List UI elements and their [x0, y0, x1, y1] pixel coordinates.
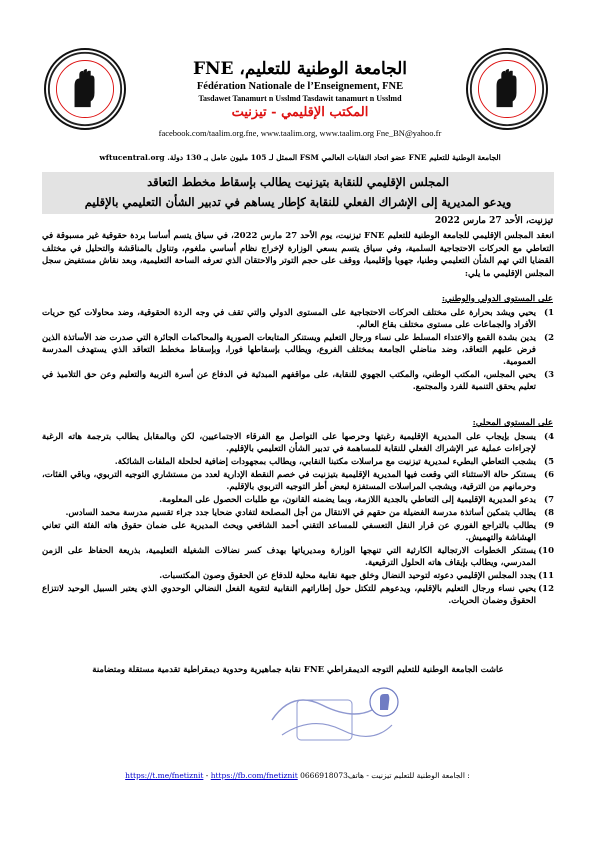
headline-line-1: المجلس الإقليمي للنقابة بتيزنيت يطالب بإسقاط مخطط التعاقد: [147, 175, 449, 189]
item-number: 7): [544, 495, 554, 505]
item-text: يحيي ويشد بحرارة على مختلف الحركات الاحتجاجية على المستوى الدولي والتي تقف في وجه الردة الحقوقية، وضد محاولات كبح حريات الأفراد والجماعات على مستوى مختلف بقاع العالم.: [42, 308, 536, 330]
list-item: [42, 570, 554, 582]
list-item: [42, 545, 554, 569]
list-item: [42, 520, 554, 544]
item-text: يستنكر حالة الاستثناء التي وقعت فيها المديرية الإقليمية بتيزنيت في خصم النقطة الإدارية لعدد من مستشاري التوجيه التربوي، وباقي الفئات، وحرمانهم من الترقية، ويشجب المراسلات المستفزة لبعض أطر التوجيه التربوي بالإقليم.: [42, 470, 536, 492]
item-text: يجدد المجلس الإقليمي دعوته لتوحيد النضال وخلق جبهة نقابية محلية للدفاع عن الحقوق وصون المكتسبات.: [159, 571, 536, 581]
item-text: يشجب التعاطي البطيء لمديرية تيزنيت مع مراسلات مكتبنا النقابي، ويطالب بمجهودات إضافية لحلحلة الملفات الشائكة.: [114, 457, 536, 467]
contact-line: facebook.com/taalim.org.fne, www.taalim.org, www.taalim.org Fne_BN@yahoo.fr: [158, 128, 442, 138]
section-national: على المستوى الدولي والوطني:: [441, 294, 553, 304]
headline-line-2: ويدعو المديرية إلى الإشراك الفعلي للنقابة كإطار يساهم في تدبير الشأن التعليمي بالإقليم: [84, 195, 512, 209]
item-text: يدعو المديرية الإقليمية إلى التعاطي بالجدية اللازمة، وبما يضمنه القانون، مع طلبات الحصول على المعلومة.: [159, 495, 536, 505]
item-text: يسجل بإيجاب على المديرية الإقليمية رغبتها وحرصها على التواصل مع الفرقاء الاجتماعيين، لكن وبالمقابل يطالب بترجمة هاته الرغبة لإجراءات عملية عبر الإشراك الفعلي للنقابة للمساهمة في تدبير الشأن التعليمي بالإقليم.: [42, 432, 536, 454]
fne-logo-right: [44, 48, 126, 130]
items-local-list: [42, 431, 554, 608]
item-number: 11): [538, 571, 554, 581]
raised-fist-icon: [468, 50, 546, 128]
official-stamp: [262, 680, 402, 752]
list-item: [42, 369, 554, 393]
facebook-link[interactable]: https://fb.com/fnetiznit: [210, 771, 298, 780]
document-date: تيزنيت، الأحد 27 مارس 2022: [434, 216, 553, 226]
item-text: يدين بشدة القمع والاعتداء المسلط على نساء ورجال التعليم ويستنكر المتابعات الصورية والمحاكمات الجائرة التي صدرت ضد الأساتذة الذين فرض عليهم التعاقد، وضد مناضلي الجامعة بمختلف الفروع، ويطالب بإسقاطها فورا، وبإسقاط مخطط التعاقد الذي يستهدف المدرسة العمومية.: [42, 333, 536, 367]
footer-phone: الجامعة الوطنية للتعليم تيزنيت - هاتف0666918073 :: [297, 771, 470, 780]
list-item: [42, 431, 554, 455]
item-text: يستنكر الخطوات الارتجالية الكارثية التي تنهجها الوزارة ومديرياتها بهدف كسر نضالات الشغيلة التعليمية، بذريعة الحفاظ على الزمن المدرسي، ويطالب بإيقاف هاته الحلول الترقيعية.: [42, 546, 536, 568]
list-item: [42, 307, 554, 331]
closing-slogan: عاشت الجامعة الوطنية للتعليم التوجه الديمقراطي FNE نقابة جماهيرية وحدوية ديمقراطية تقدمية مستقلة ومتضامنة: [92, 665, 504, 675]
list-item: [42, 494, 554, 506]
items-national-list: [42, 307, 554, 394]
item-number: 5): [544, 457, 554, 467]
item-number: 12): [538, 584, 554, 594]
section-local: على المستوى المحلي:: [472, 418, 553, 428]
list-item: [42, 507, 554, 519]
title-tamazight: Tasdawet Tanamurt n Usslmd Tasdawit tanamurt n Usslmd: [198, 94, 402, 103]
item-text: يحيي نساء ورجال التعليم بالإقليم، ويدعوهم للتكتل حول إطاراتهم النقابية لتقوية الفعل النضالي الوحدوي الذي يعتبر السبيل الوحيد لانتزاع الحقوق وضمان الحريات.: [42, 584, 536, 606]
intro-paragraph: انعقد المجلس الإقليمي للجامعة الوطنية للتعليم FNE تيزنيت، يوم الأحد 27 مارس 2022، في سياق يتسم أساسا بردة حقوقية غير مسبوقة في التعاطي مع الحركات الاحتجاجية السلمية، وفي سياق يتسم بسعي الوزارة لإخراج نظام أساسي ملغوم، وتناول بالمناقشة والتحليل في مختلف القضايا التي تهم الشأن التعليمي وطنيا، جهويا وإقليميا، ووقف على حجم التوتر والاحتقان الذي تعرفه الساحة التعليمية، وبعد نقاش مستفيض سجل المجلس الإقليمي ما يلي:: [42, 231, 554, 279]
telegram-link[interactable]: https://t.me/fnetiznit: [125, 771, 204, 780]
item-text: يطالب بتمكين أساتذة مدرسة الفضيلة من حقهم في الانتقال من أجل المصلحة لتفادي ضحايا جدد جراء تقسيم مدرسة محمد السادس.: [65, 508, 536, 518]
footer-dash: -: [203, 771, 211, 780]
list-item: [42, 583, 554, 607]
list-item: [42, 332, 554, 368]
item-number: 1): [544, 308, 554, 318]
item-text: يطالب بالتراجع الفوري عن قرار النقل التعسفي للمساعد التقني أحمد الشافعي ويحث المديرية على ضمان حقوق هاته الفئة التي تعاني الهشاشة والتهميش.: [42, 521, 536, 543]
item-number: 10): [538, 546, 554, 556]
item-number: 6): [544, 470, 554, 480]
footer: [40, 771, 555, 780]
item-number: 9): [544, 521, 554, 531]
list-item: [42, 469, 554, 493]
raised-fist-icon: [46, 50, 124, 128]
office-label: المكتب الإقليمي - تيزنيت: [231, 105, 369, 120]
wftu-line: الجامعة الوطنية للتعليم FNE عضو اتحاد النقابات العالمي FSM الممثل لـ 105 مليون عامل بـ 130 دولة. wftucentral.org: [99, 153, 501, 162]
item-number: 8): [544, 508, 554, 518]
item-text: يحيي المجلس، المكتب الوطني، والمكتب الجهوي للنقابة، على مواقفهم المبدئية في الدفاع عن أسرة التربية والتعليم وعن حق التلاميذ في تعليم يحقق التنمية للفرد والمجتمع.: [42, 370, 536, 392]
item-number: 4): [544, 432, 554, 442]
title-french: Fédération Nationale de l’Enseignement, FNE: [196, 81, 404, 92]
list-item: [42, 456, 554, 468]
letterhead: [140, 58, 460, 139]
title-arabic: الجامعة الوطنية للتعليم، FNE: [192, 59, 408, 79]
fne-logo-left: [466, 48, 548, 130]
item-number: 2): [544, 333, 554, 343]
headline-banner: [42, 172, 554, 214]
item-number: 3): [544, 370, 554, 380]
